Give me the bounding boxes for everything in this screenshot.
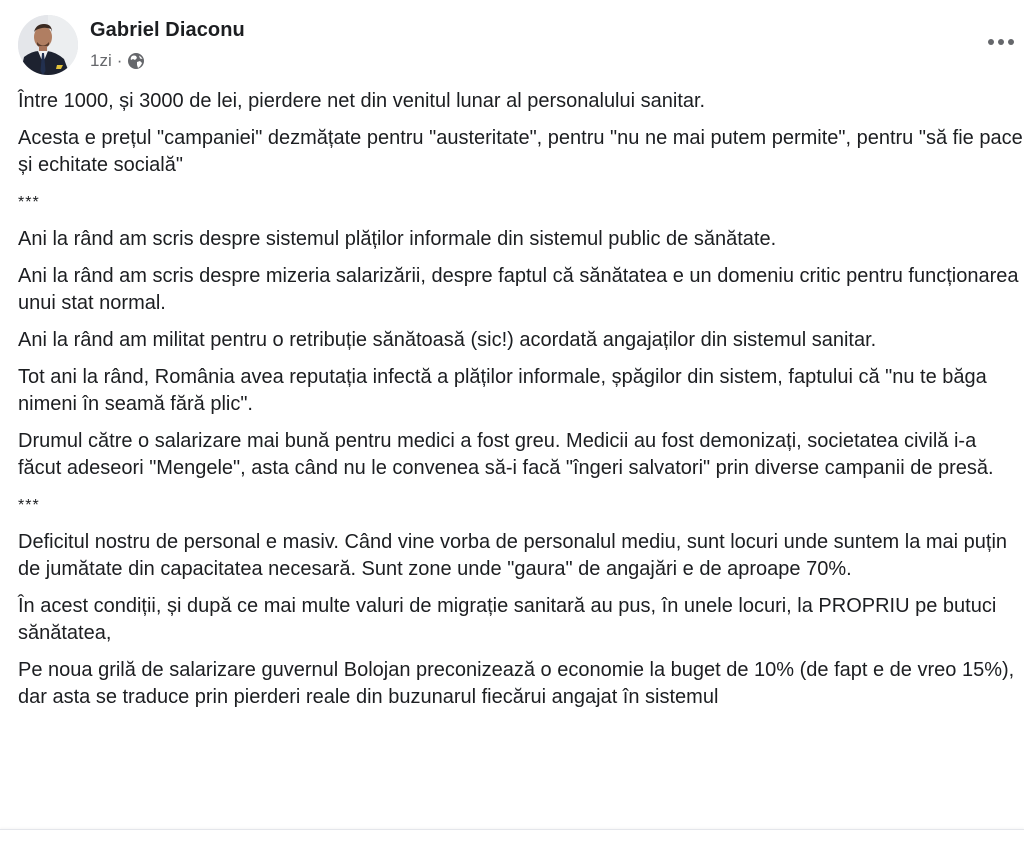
- more-horizontal-icon-dot: [1008, 39, 1014, 45]
- post-paragraph: În acest condiții, și după ce mai multe valuri de migrație sanitară au pus, în unele locuri, la PROPRIU pe butuci sănătatea,: [18, 595, 997, 644]
- post-header: [18, 15, 1024, 75]
- bottom-overlay-bar: [0, 829, 1024, 846]
- more-options-button[interactable]: [986, 27, 1016, 57]
- post-paragraph: Deficitul nostru de personal e masiv. Când vine vorba de personalul mediu, sunt locuri unde suntem la mai puțin de jumătate din capacitatea necesară. Sunt zone unde "gaura" de angajări e de aproape 70%.: [18, 531, 1008, 580]
- post-body: [18, 88, 1024, 721]
- post-paragraph: Ani la rând am scris despre sistemul plăților informale din sistemul public de sănătate.: [18, 228, 777, 250]
- post-timestamp[interactable]: 1zi: [90, 51, 112, 70]
- author-name[interactable]: Gabriel Diaconu: [90, 19, 245, 41]
- post-meta: [90, 51, 145, 71]
- post-paragraph: Ani la rând am scris despre mizeria salarizării, despre faptul că sănătatea e un domeniu critic pentru funcționarea unui stat normal.: [18, 265, 1019, 314]
- post-paragraph: Ani la rând am militat pentru o retribuție sănătoasă (sic!) acordată angajaților din sistemul sanitar.: [18, 329, 877, 351]
- post-paragraph: Pe noua grilă de salarizare guvernul Bolojan preconizează o economie la buget de 10% (de fapt e de vreo 15%), dar asta se traduce prin pierderi reale din buzunarul fiecărui angajat în sistemul: [18, 659, 1015, 708]
- section-separator: ***: [18, 497, 40, 514]
- globe-icon[interactable]: [127, 52, 145, 70]
- profile-photo-icon: [18, 15, 78, 75]
- post-paragraph: Între 1000, și 3000 de lei, pierdere net din venitul lunar al personalului sanitar.: [18, 90, 706, 112]
- more-horizontal-icon-dot: [998, 39, 1004, 45]
- section-separator: ***: [18, 194, 40, 211]
- more-horizontal-icon-dot: [988, 39, 994, 45]
- post-paragraph: Tot ani la rând, România avea reputația infectă a plăților informale, șpăgilor din sistem, faptului că "nu te băga nimeni în seamă fără plic".: [18, 366, 987, 415]
- meta-separator: ·: [116, 51, 123, 70]
- post-paragraph: Drumul către o salarizare mai bună pentru medici a fost greu. Medicii au fost demonizați, societatea civilă i-a făcut adeseori "Mengele", asta când nu le convenea să-i facă "îngeri salvatori" prin diverse campanii de presă.: [18, 430, 994, 479]
- post-paragraph: Acesta e prețul "campaniei" dezmățate pentru "austeritate", pentru "nu ne mai putem permite", pentru "să fie pace și echitate socială": [18, 127, 1023, 176]
- author-avatar[interactable]: [18, 15, 78, 75]
